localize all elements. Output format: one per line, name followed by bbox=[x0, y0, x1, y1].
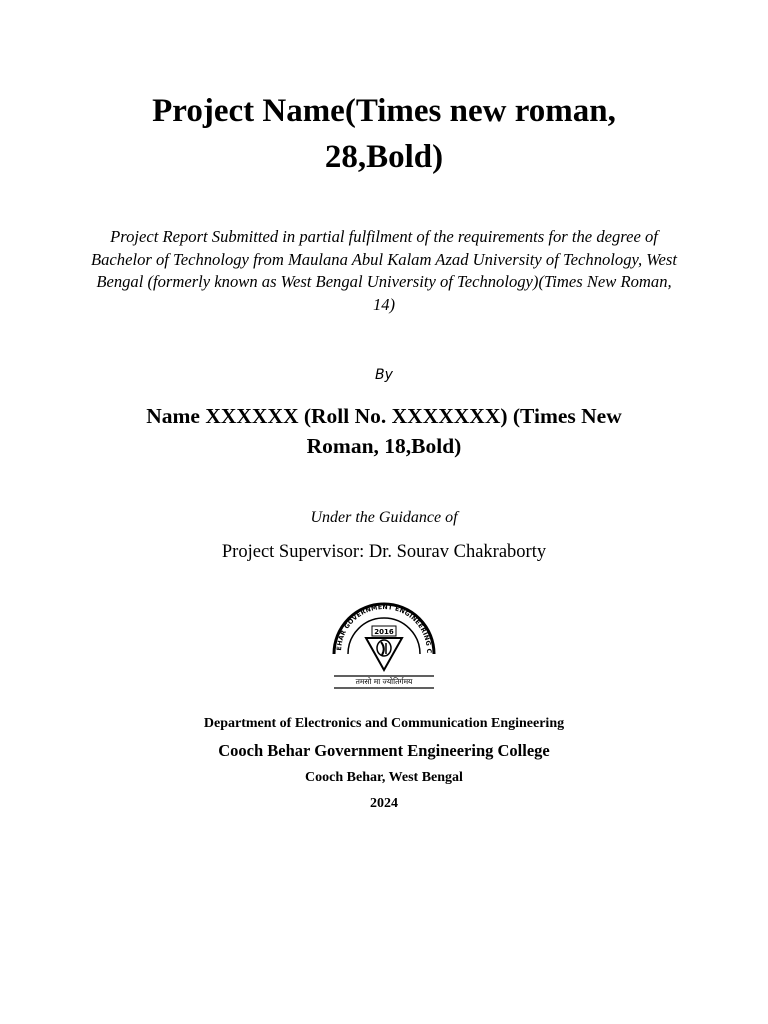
college-logo bbox=[328, 592, 440, 692]
guidance-label: Under the Guidance of bbox=[310, 509, 458, 526]
project-title-line: 28,Bold) bbox=[324, 139, 444, 175]
student-name bbox=[0, 401, 768, 461]
logo-motto: तमसो मा ज्योतिर्गमय bbox=[355, 677, 413, 686]
student-name-line: Name XXXXXX (Roll No. XXXXXXX) (Times New bbox=[146, 404, 622, 428]
college-name: Cooch Behar Government Engineering College bbox=[218, 741, 550, 760]
project-title-line: Project Name(Times new roman, bbox=[152, 93, 616, 129]
by-label: By bbox=[375, 367, 393, 383]
student-name-line: Roman, 18,Bold) bbox=[306, 434, 462, 458]
supervisor-name: Project Supervisor: Dr. Sourav Chakraborty bbox=[221, 542, 547, 562]
college-location: Cooch Behar, West Bengal bbox=[305, 770, 463, 785]
project-title bbox=[0, 88, 768, 180]
logo-year: 2016 bbox=[374, 628, 394, 636]
submission-year: 2024 bbox=[370, 796, 398, 811]
department-name: Department of Electronics and Communication Engineering bbox=[203, 716, 565, 731]
logo-ring-text: EHAR GOVERNMENT ENGINEERING C bbox=[335, 603, 433, 654]
college-emblem-icon bbox=[328, 592, 440, 692]
report-subtitle: Project Report Submitted in partial fulfilment of the requirements for the degree of Bachelor of Technology from Maulana Abul Kalam Azad University of Technology, West Bengal (formerly known as West Bengal University of Technology)(Times New Roman, 14) bbox=[91, 227, 677, 314]
